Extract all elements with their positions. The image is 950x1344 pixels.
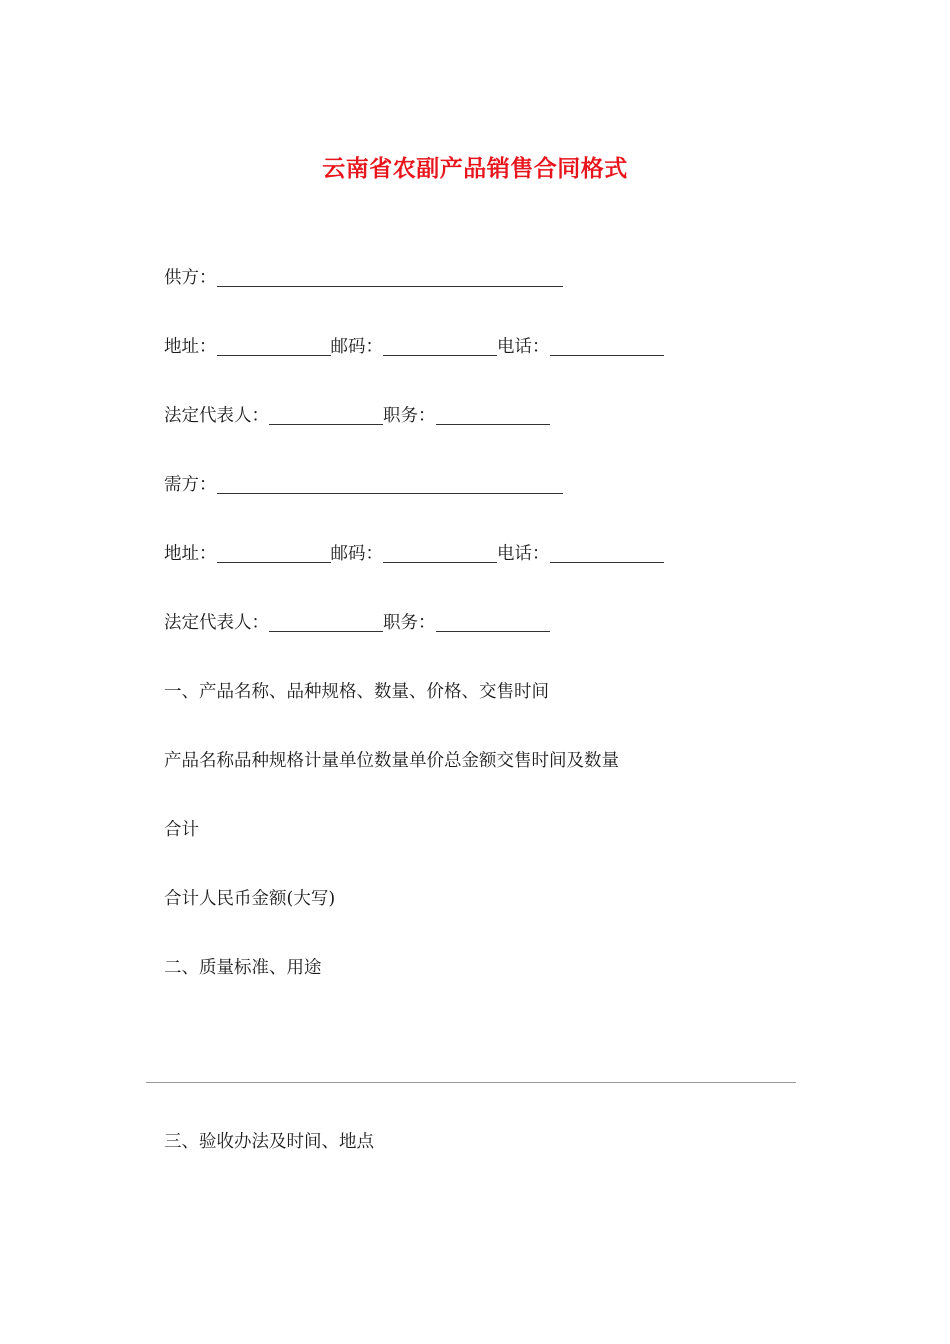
supplier-address-field[interactable] xyxy=(217,337,331,356)
supplier-rep-line xyxy=(164,404,550,428)
supplier-line xyxy=(164,266,563,290)
document-title: 云南省农副产品销售合同格式 xyxy=(322,156,628,182)
buyer-phone-field[interactable] xyxy=(550,544,664,563)
total-row: 合计 xyxy=(164,820,199,840)
supplier-position-label: 职务： xyxy=(383,406,436,426)
section-2-heading: 二、质量标准、用途 xyxy=(164,958,322,978)
section-3-heading: 三、验收办法及时间、地点 xyxy=(164,1132,374,1152)
section-2-fill-line[interactable] xyxy=(146,1082,796,1083)
buyer-rep-line xyxy=(164,611,550,635)
supplier-phone-label: 电话： xyxy=(497,337,550,357)
buyer-line xyxy=(164,473,563,497)
buyer-address-field[interactable] xyxy=(217,544,331,563)
total-rmb-row: 合计人民币金额(大写) xyxy=(164,889,336,909)
supplier-position-field[interactable] xyxy=(436,406,550,425)
buyer-postcode-field[interactable] xyxy=(383,544,497,563)
section-1-heading: 一、产品名称、品种规格、数量、价格、交售时间 xyxy=(164,682,549,702)
supplier-label: 供方： xyxy=(164,268,217,288)
buyer-contact-line xyxy=(164,542,664,566)
buyer-address-label: 地址： xyxy=(164,544,217,564)
buyer-name-field[interactable] xyxy=(217,475,563,494)
buyer-postcode-label: 邮码： xyxy=(330,544,383,564)
buyer-rep-field[interactable] xyxy=(269,613,383,632)
buyer-phone-label: 电话： xyxy=(497,544,550,564)
supplier-rep-field[interactable] xyxy=(269,406,383,425)
supplier-phone-field[interactable] xyxy=(550,337,664,356)
buyer-rep-label: 法定代表人： xyxy=(164,613,269,633)
supplier-postcode-field[interactable] xyxy=(383,337,497,356)
buyer-label: 需方： xyxy=(164,475,217,495)
buyer-position-field[interactable] xyxy=(436,613,550,632)
supplier-address-label: 地址： xyxy=(164,337,217,357)
supplier-postcode-label: 邮码： xyxy=(330,337,383,357)
buyer-position-label: 职务： xyxy=(383,613,436,633)
product-table-header: 产品名称品种规格计量单位数量单价总金额交售时间及数量 xyxy=(164,751,619,771)
supplier-rep-label: 法定代表人： xyxy=(164,406,269,426)
supplier-name-field[interactable] xyxy=(217,268,563,287)
supplier-contact-line xyxy=(164,335,664,359)
